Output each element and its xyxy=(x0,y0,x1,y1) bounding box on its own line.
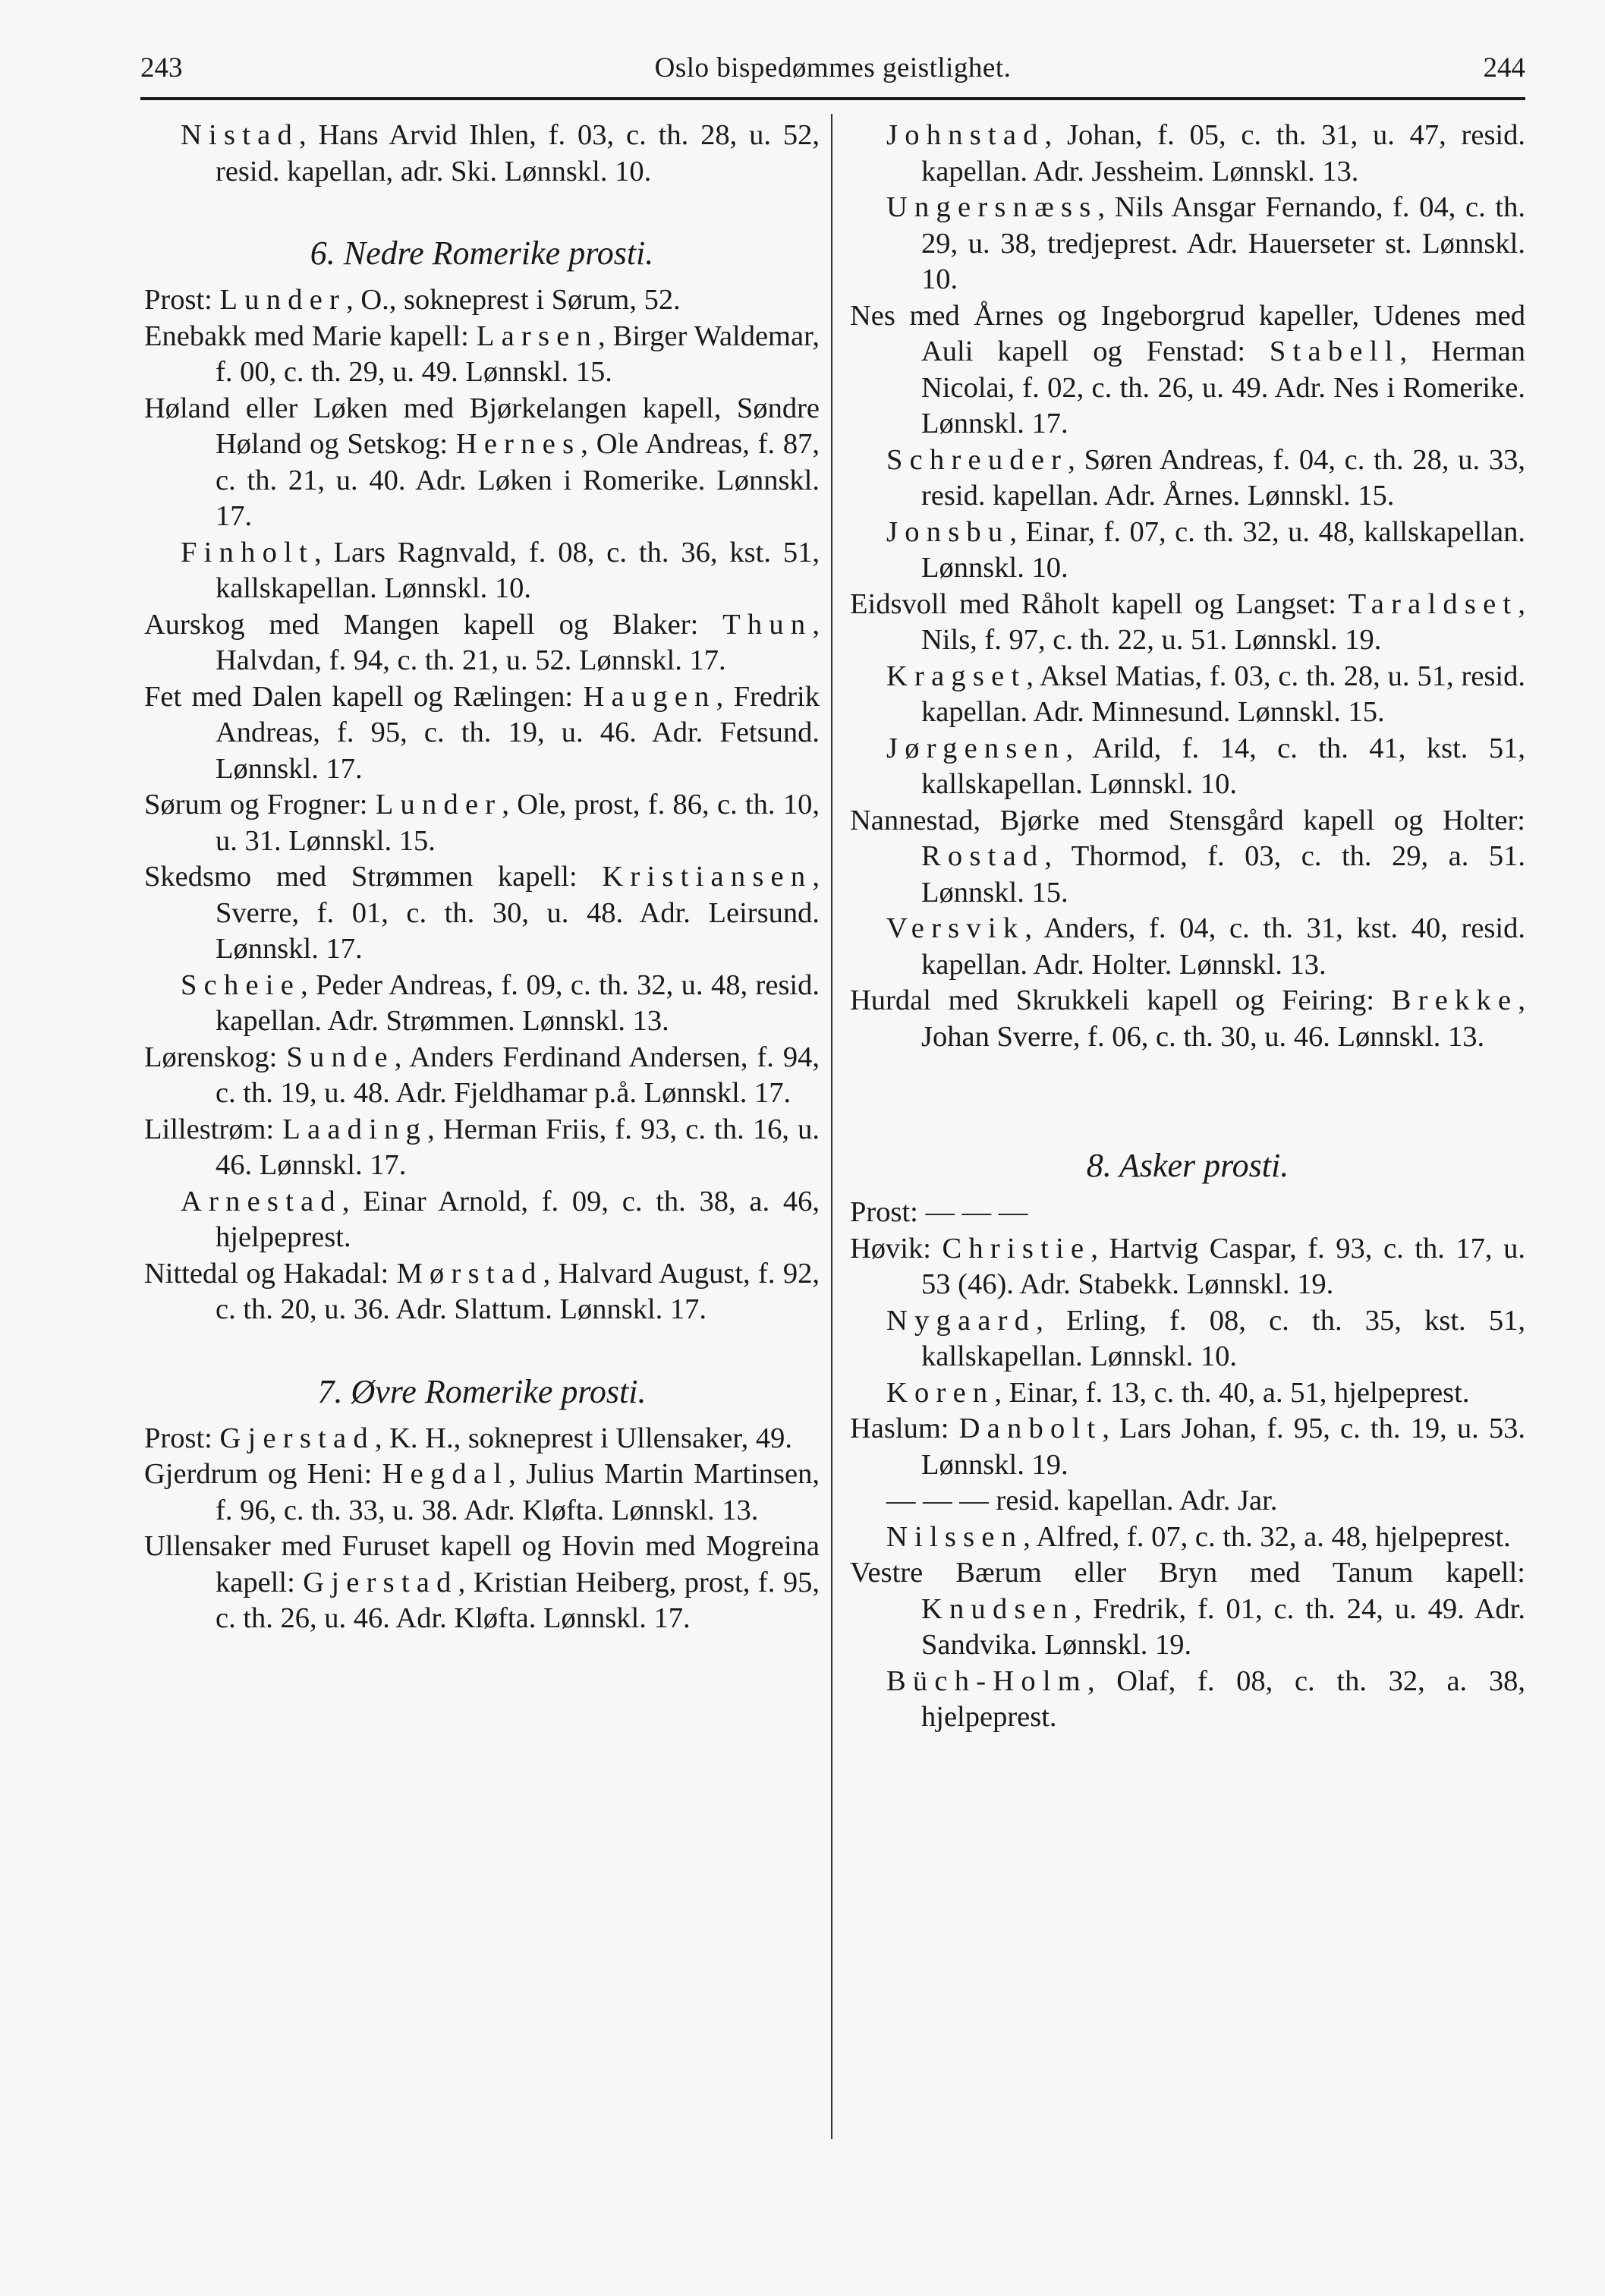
clergy-entry xyxy=(850,1195,1525,1231)
parish-label: Prost: xyxy=(144,284,220,316)
surname: Knudsen xyxy=(921,1592,1075,1625)
entry-details: , Birger Waldemar, f. 00, c. th. 29, u. 49. Lønnskl. 15. xyxy=(216,320,820,388)
entry-details: — — — xyxy=(925,1196,1028,1228)
clergy-entry xyxy=(850,1231,1525,1303)
surname: Arnestad xyxy=(181,1185,342,1217)
entry-details: , Peder Andreas, f. 09, c. th. 32, u. 48, resid. kapellan. Adr. Strømmen. Lønnskl. 13. xyxy=(216,968,820,1037)
entry-details: — — — resid. kapellan. Adr. Jar. xyxy=(886,1485,1278,1516)
entry-details: , Anders, f. 04, c. th. 31, kst. 40, resid. kapellan. Adr. Holter. Lønnskl. 13. xyxy=(921,912,1525,981)
parish-label: Haslum: xyxy=(850,1413,959,1444)
entry-details: , Julius Martin Martinsen, f. 96, c. th. 33, u. 38. Adr. Kløfta. Lønnskl. 13. xyxy=(216,1458,820,1526)
entry-details: , Olaf, f. 08, c. th. 32, a. 38, hjelpeprest. xyxy=(921,1665,1525,1733)
surname: Hernes xyxy=(455,428,581,460)
parish-label: Høvik: xyxy=(850,1232,943,1265)
clergy-entry xyxy=(144,859,820,968)
clergy-entry xyxy=(144,319,820,391)
clergy-entry xyxy=(144,787,820,859)
entry-details: , Lars Johan, f. 95, c. th. 19, u. 53. Lønnskl. 19. xyxy=(921,1413,1525,1481)
clergy-entry xyxy=(144,1529,820,1637)
parish-label: Enebakk med Marie kapell: xyxy=(144,320,477,352)
surname: Haugen xyxy=(583,680,716,713)
surname: Schreuder xyxy=(886,443,1068,476)
entry-details: , Sverre, f. 01, c. th. 30, u. 48. Adr. Leirsund. Lønnskl. 17. xyxy=(216,861,820,965)
entry-details: , Herman Nicolai, f. 02, c. th. 26, u. 49. Adr. Nes i Romerike. Lønnskl. 17. xyxy=(921,335,1525,439)
entry-details: , Fredrik, f. 01, c. th. 24, u. 49. Adr. Sandvika. Lønnskl. 19. xyxy=(921,1592,1525,1661)
surname: Kragset xyxy=(886,660,1027,692)
entry-details: , Ole Andreas, f. 87, c. th. 21, u. 40. Adr. Løken i Romerike. Lønnskl. 17. xyxy=(216,428,820,532)
surname: Gjerstad xyxy=(303,1566,458,1598)
entry-details: , Ole, prost, f. 86, c. th. 10, u. 31. Lønnskl. 15. xyxy=(216,789,820,857)
clergy-entry xyxy=(850,118,1525,190)
entry-details: , Johan, f. 05, c. th. 31, u. 47, resid. kapellan. Adr. Jessheim. Lønnskl. 13. xyxy=(921,119,1525,187)
clergy-entry xyxy=(144,535,820,607)
entry-details: , Einar, f. 07, c. th. 32, u. 48, kallskapellan. Lønnskl. 10. xyxy=(921,515,1525,584)
entry-details: , Halvdan, f. 94, c. th. 21, u. 52. Lønnskl. 17. xyxy=(216,608,820,676)
clergy-entry xyxy=(144,391,820,535)
entry-details: , Johan Sverre, f. 06, c. th. 30, u. 46. Lønnskl. 13. xyxy=(921,984,1525,1053)
parish-label: Gjerdrum og Heni: xyxy=(144,1458,382,1490)
clergy-entry xyxy=(144,607,820,679)
section-heading: 7. Øvre Romerike prosti. xyxy=(317,1372,647,1410)
clergy-entry xyxy=(850,1375,1525,1412)
entry-details: , Nils Ansgar Fernando, f. 04, c. th. 29, u. 38, tredjeprest. Adr. Hauerseter st. Lønnskl. 10. xyxy=(921,191,1525,295)
entry-details: , Einar Arnold, f. 09, c. th. 38, a. 46, hjelpeprest. xyxy=(216,1185,820,1253)
clergy-entry xyxy=(850,803,1525,912)
clergy-entry xyxy=(144,282,820,319)
parish-label: Sørum og Frogner: xyxy=(144,789,376,820)
entry-details: , Erling, f. 08, c. th. 35, kst. 51, kallskapellan. Lønnskl. 10. xyxy=(921,1304,1525,1372)
entry-details: , Fredrik Andreas, f. 95, c. th. 19, u. 46. Adr. Fetsund. Lønnskl. 17. xyxy=(216,680,820,785)
entry-details: , Kristian Heiberg, prost, f. 95, c. th. 26, u. 46. Adr. Kløfta. Lønnskl. 17. xyxy=(216,1566,820,1634)
surname: Thun xyxy=(722,608,813,641)
parish-label: Aurskog med Mangen kapell og Blaker: xyxy=(144,608,723,641)
left-column xyxy=(144,118,820,1637)
clergy-entry xyxy=(144,1112,820,1184)
clergy-entry xyxy=(850,983,1525,1055)
surname: Hegdal xyxy=(382,1458,509,1490)
parish-label: Prost: xyxy=(144,1422,220,1454)
header-rule xyxy=(140,97,1525,100)
entry-details: , Hartvig Caspar, f. 93, c. th. 17, u. 53 (46). Adr. Stabekk. Lønnskl. 19. xyxy=(921,1232,1525,1300)
surname: Nilssen xyxy=(886,1520,1024,1553)
surname: Larsen xyxy=(476,320,599,352)
parish-label: Ullensaker med Furuset kapell og Hovin med Mogreina kapell: xyxy=(144,1530,820,1598)
clergy-entry xyxy=(144,1457,820,1529)
surname: Laading xyxy=(282,1113,428,1145)
entry-details: , Einar, f. 13, c. th. 40, a. 51, hjelpeprest. xyxy=(994,1376,1470,1409)
surname: Versvik xyxy=(886,912,1025,944)
clergy-entry xyxy=(850,731,1525,803)
clergy-entry xyxy=(144,679,820,788)
entry-details: , K. H., sokneprest i Ullensaker, 49. xyxy=(374,1422,793,1454)
parish-label: Nannestad, Bjørke med Stensgård kapell og Holter: xyxy=(850,804,1525,836)
surname: Scheie xyxy=(181,968,301,1001)
entry-details: , Arild, f. 14, c. th. 41, kst. 51, kallskapellan. Lønnskl. 10. xyxy=(921,732,1525,800)
surname: Rostad xyxy=(921,840,1045,872)
clergy-entry xyxy=(850,911,1525,983)
parish-label: Lillestrøm: xyxy=(144,1113,283,1145)
entry-details: , Anders Ferdinand Andersen, f. 94, c. th. 19, u. 48. Adr. Fjeldhamar p.å. Lønnskl. 17. xyxy=(216,1041,820,1109)
clergy-entry xyxy=(850,515,1525,587)
clergy-entry xyxy=(850,1303,1525,1375)
parish-label: Nittedal og Hakadal: xyxy=(144,1257,397,1290)
running-title: Oslo bispedømmes geistlighet. xyxy=(654,52,1012,83)
clergy-entry xyxy=(850,443,1525,515)
section-heading: 8. Asker prosti. xyxy=(1086,1147,1289,1184)
surname: Jonsbu xyxy=(886,515,1010,548)
parish-label: Nes med Årnes og Ingeborgrud kapeller, Udenes med Auli kapell og Fenstad: xyxy=(850,299,1525,367)
surname: Kristiansen xyxy=(602,861,813,893)
clergy-entry xyxy=(144,968,820,1040)
surname: Taraldset xyxy=(1348,587,1518,620)
clergy-entry xyxy=(144,1040,820,1112)
parish-label: Høland eller Løken med Bjørkelangen kapell, Søndre Høland og Setskog: xyxy=(144,392,820,460)
section-heading: 6. Nedre Romerike prosti. xyxy=(310,235,654,272)
parish-label: Vestre Bærum eller Bryn med Tanum kapell: xyxy=(850,1557,1525,1589)
entry-details: , Lars Ragnvald, f. 08, c. th. 36, kst. 51, kallskapellan. Lønnskl. 10. xyxy=(216,536,820,604)
clergy-entry xyxy=(850,1411,1525,1483)
surname: Mørstad xyxy=(396,1257,543,1290)
clergy-entry xyxy=(850,1664,1525,1736)
clergy-entry xyxy=(850,587,1525,659)
clergy-entry xyxy=(144,118,820,190)
entry-details: , Thormod, f. 03, c. th. 29, a. 51. Lønnskl. 15. xyxy=(921,840,1525,909)
surname: Nygaard xyxy=(886,1304,1037,1337)
surname: Büch-Holm xyxy=(886,1665,1087,1697)
surname: Lunder xyxy=(219,284,347,316)
surname: Ungersnæss xyxy=(886,191,1098,223)
entry-details: , Halvard August, f. 92, c. th. 20, u. 36. Adr. Slattum. Lønnskl. 17. xyxy=(216,1257,820,1325)
surname: Johnstad xyxy=(886,119,1045,151)
clergy-entry xyxy=(850,1483,1525,1520)
right-column xyxy=(850,118,1525,1736)
surname: Christie xyxy=(942,1232,1091,1265)
parish-label: Eidsvoll med Råholt kapell og Langset: xyxy=(850,587,1349,620)
surname: Finholt xyxy=(181,536,314,568)
entry-details: , Herman Friis, f. 93, c. th. 16, u. 46. Lønnskl. 17. xyxy=(216,1113,820,1181)
surname: Nistad xyxy=(181,119,299,151)
column-divider xyxy=(831,114,832,2139)
parish-label: Fet med Dalen kapell og Rælingen: xyxy=(144,680,584,713)
clergy-entry xyxy=(850,298,1525,443)
clergy-entry xyxy=(850,1555,1525,1664)
surname: Stabell xyxy=(1269,335,1400,367)
entry-details: , Alfred, f. 07, c. th. 32, a. 48, hjelpeprest. xyxy=(1023,1520,1511,1553)
entry-details: , Søren Andreas, f. 04, c. th. 28, u. 33, resid. kapellan. Adr. Årnes. Lønnskl. 15. xyxy=(921,443,1525,512)
parish-label: Prost: xyxy=(850,1196,926,1228)
parish-label: Skedsmo med Strømmen kapell: xyxy=(144,861,603,893)
entry-details: , Nils, f. 97, c. th. 22, u. 51. Lønnskl. 19. xyxy=(921,587,1525,656)
surname: Sunde xyxy=(286,1041,395,1073)
surname: Jørgensen xyxy=(886,732,1066,764)
clergy-entry xyxy=(144,1256,820,1328)
clergy-entry xyxy=(850,190,1525,298)
surname: Gjerstad xyxy=(219,1422,375,1454)
entry-details: , O., sokneprest i Sørum, 52. xyxy=(346,284,681,316)
parish-label: Hurdal med Skrukkeli kapell og Feiring: xyxy=(850,984,1392,1016)
entry-details: , Hans Arvid Ihlen, f. 03, c. th. 28, u. 52, resid. kapellan, adr. Ski. Lønnskl. 10. xyxy=(216,119,820,187)
clergy-entry xyxy=(850,1520,1525,1556)
page-header xyxy=(140,46,1525,91)
parish-label: Lørenskog: xyxy=(144,1041,287,1073)
clergy-entry xyxy=(144,1184,820,1256)
surname: Lunder xyxy=(375,789,502,820)
page-number-left: 243 xyxy=(140,52,183,83)
clergy-entry xyxy=(144,1421,820,1457)
page-number-right: 244 xyxy=(1483,52,1525,83)
clergy-entry xyxy=(850,659,1525,731)
entry-details: , Aksel Matias, f. 03, c. th. 28, u. 51, resid. kapellan. Adr. Minnesund. Lønnskl. 15. xyxy=(921,660,1525,728)
surname: Brekke xyxy=(1391,984,1518,1016)
surname: Koren xyxy=(886,1376,995,1409)
surname: Danbolt xyxy=(958,1413,1103,1444)
